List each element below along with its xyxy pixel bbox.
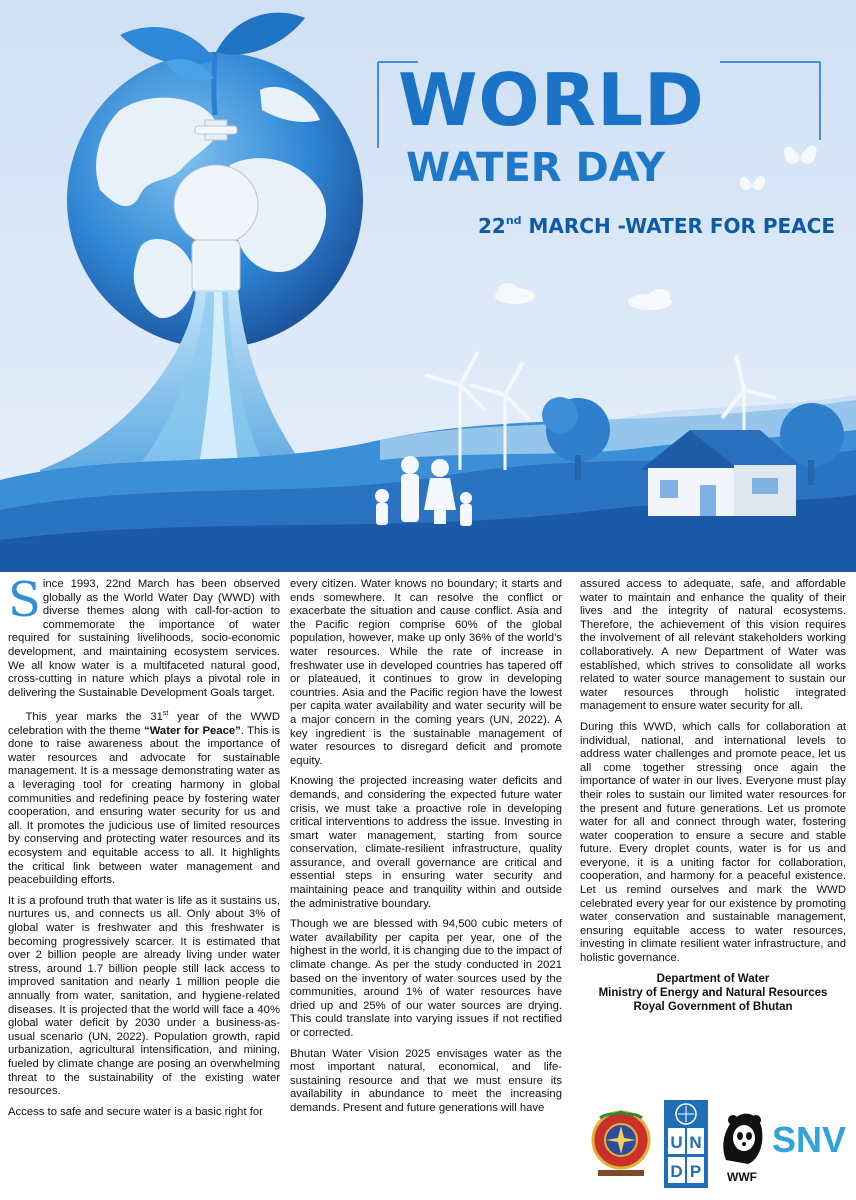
theme-text: “Water for Peace” — [144, 724, 241, 737]
paragraph: This year marks the 31st year of the WWD celebration with the theme “Water for Peace”. This is done to raise awareness about the importance of water resources and advocate for sustainable management. It is a message demonstrating water as a leveraging tool for creating harmony in global communities and redefining peace by fostering water cooperation, and ensuring water security for us and all. It promotes the judicious use of limited resources by conserving and protecting water resources and its ecosystem and equitable access to all. It highlights the critical link between water management and peacebuilding efforts. — [8, 710, 281, 887]
partner-logos — [586, 1100, 848, 1190]
paragraph: assured access to adequate, safe, and affordable water to maintain and enhance the quality of their lives and the integrity of natural ecosystems. Therefore, the achievement of this vision requires the involvement of all relevant stakeholders working collaboratively. A new Department of Water was established, which strives to consolidate all works related to water source management to sustain our water resources through holistic integrated management to ensure water security for all. — [580, 578, 846, 713]
paragraph: Access to safe and secure water is a basic right for — [8, 1105, 263, 1118]
undp-letter-n: N — [689, 1133, 702, 1152]
wwf-label: WWF — [727, 1170, 757, 1184]
wwf-logo — [718, 1106, 766, 1186]
paragraph: It is a profound truth that water is life as it sustains us, nurtures us, and connects us all. Only about 3% of global water is freshwater and this freshwater is becoming progressively scarcer. It is estimated that over 2 billion people are already living under water stress, around 1.7 billion people still lack access to improved sanitation and nearly 1 million people die annually from water, sanitation, and hygiene-related diseases. It is projected that the world will face a 40% global water deficit by 2030 under a business-as-usual scenario (UN, 2022). Population growth, rapid urbanization, agricultural intensification, and mining, fueled by climate change are posing an overwhelming threat to the sustainability of the existing water resources. — [8, 894, 280, 1098]
poster-title-world: WORLD — [398, 58, 705, 142]
paragraph: Since 1993, 22nd March has been observed globally as the World Water Day (WWD) with diverse themes along with call-for-action to commemorate the importance of water required for sustaining livelihoods, socio-economic development, and maintaining ecosystem services. We all know water is a multifaceted natural good, cross-cutting in nature which plays a pivotal role in delivering the Sustainable Development Goals target. — [8, 572, 280, 699]
signature-department: Department of Water — [656, 972, 770, 985]
article-column-3 — [580, 578, 846, 1014]
paragraph: Bhutan Water Vision 2025 envisages water as the most important natural, economical, and life-sustaining resource and that we must ensure its availability in abundance to meet the increasing demands. Present and future generations will have — [290, 1047, 562, 1114]
poster-subtitle: 22nd MARCH -WATER FOR PEACE — [478, 214, 836, 238]
bhutan-emblem-logo — [590, 1108, 652, 1180]
undp-letter-p: P — [689, 1162, 702, 1181]
signature-block — [580, 972, 846, 1014]
undp-letter-d: D — [670, 1162, 683, 1181]
snv-logo — [772, 1116, 848, 1160]
article-column-2 — [290, 578, 562, 1116]
article-column-1 — [8, 572, 281, 1119]
signature-ministry: Ministry of Energy and Natural Resources — [598, 986, 828, 999]
undp-logo — [664, 1100, 708, 1188]
snv-label: SNV — [772, 1119, 847, 1160]
paragraph: Knowing the projected increasing water deficits and demands, and considering the expected future water crisis, we must take a proactive role in developing critical interventions to address the issue. Investing in smart water management, starting from source conservation, climate-resilient infrastructure, quality assurance, and overall governance are critical and essential steps in ensuring water security and maintaining peace and tranquility within and outside the administrative boundary. — [290, 775, 562, 910]
paragraph: Though we are blessed with 94,500 cubic meters of water availability per capita per year, one of the highest in the world, it is changing due to the impact of climate change. As per the study conducted in 2021 based on the inventory of water sources used by the communities, around 1% of water resources have dried up and 25% of our water sources are drying. This could translate into varying issues if not rectified or corrected. — [290, 918, 562, 1039]
undp-letter-u: U — [670, 1133, 683, 1152]
poster-illustration — [0, 0, 856, 572]
signature-government: Royal Government of Bhutan — [633, 1000, 793, 1013]
poster-title-water-day: WATER DAY — [406, 145, 665, 191]
paragraph: every citizen. Water knows no boundary; it starts and ends somewhere. It can resolve the conflict or exacerbate the situation and cause conflict. Asia and the Pacific region comprise 60% of the global population, however, make up only 36% of the world’s water resources. While the rate of increase in freshwater use in developed countries has tapered off or plateaued, it continues to grow in developing countries. Asia and the Pacific region have the lowest per capita water availability and water security will be a major concern in the coming years (UN, 2022). A key ingredient is the sustainable management of water resources to disregard deficit and promote equity. — [290, 578, 562, 767]
paragraph: During this WWD, which calls for collaboration at individual, national, and international levels to address water challenges and promote peace, let us all come together stressing once again the importance of water in our lives. Everyone must play their roles to sustain our limited water resources for the present and future generations. Let us promote water for all and connect through water, fostering water cooperation to ensure a secure and stable future. Every droplet counts, water is for us and everyone, it is a uniting factor for collaboration, cooperation, and harmony for a peaceful existence. Let us remind ourselves and mark the WWD celebrated every year for our existence by promoting water conservation and sustainable management, ensuring equitable access to water resources, investing in climate resilient water infrastructure, and holistic governance. — [580, 720, 846, 965]
drop-cap: S — [8, 572, 41, 628]
